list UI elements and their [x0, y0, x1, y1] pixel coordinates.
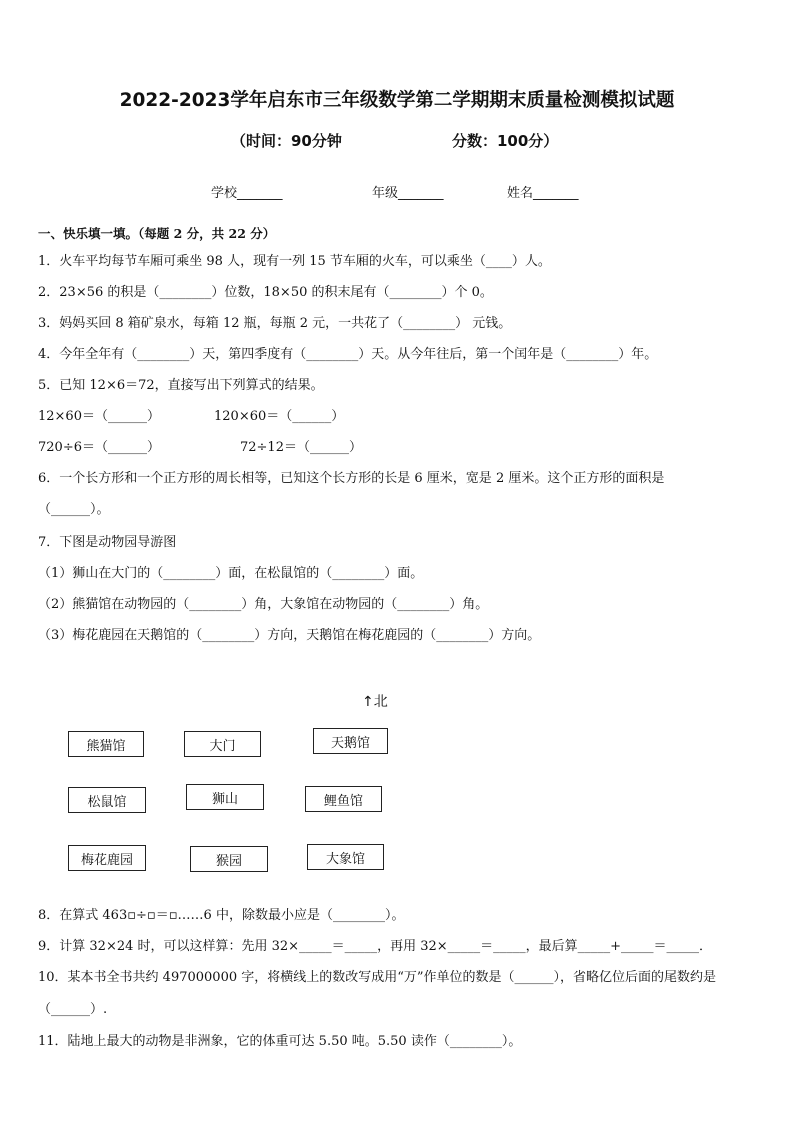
map-label: 熊猫馆: [86, 738, 126, 754]
map-label: 猴园: [215, 853, 242, 869]
question-5d: 72÷12＝（______）: [240, 440, 362, 455]
map-box-elephant: [307, 844, 384, 870]
page-title: 2022-2023学年启东市三年级数学第二学期期末质量检测模拟试题: [119, 90, 675, 111]
map-label: 大象馆: [325, 851, 365, 867]
question-1: 1．火车平均每节车厢可乘坐 98 人，现有一列 15 节车厢的火车，可以乘坐（____）人。: [38, 254, 551, 269]
map-box-panda: [68, 731, 144, 757]
question-9: 9．计算 32×24 时，可以这样算：先用 32×_____＝_____，再用 32×_____＝_____，最后算_____+_____＝_____．: [38, 939, 713, 954]
map-label: 梅花鹿园: [80, 852, 133, 868]
grade-field: 年级_______: [372, 186, 444, 201]
question-7-1: （1）狮山在大门的（________）面，在松鼠馆的（________）面。: [38, 566, 424, 581]
name-field: 姓名_______: [507, 186, 579, 201]
section-heading: 一、快乐填一填。（每题 2 分，共 22 分）: [38, 226, 276, 241]
map-label: 松鼠馆: [87, 794, 127, 810]
map-box-deer: [68, 845, 146, 871]
question-5b: 120×60＝（______）: [214, 409, 345, 424]
exam-time: （时间：90分钟: [231, 132, 342, 150]
question-5c: 720÷6＝（______）: [38, 440, 160, 455]
question-6-answer: （______）。: [38, 502, 110, 517]
question-8: 8．在算式 463▫÷▫＝▫……6 中，除数最小应是（________）。: [38, 908, 405, 923]
map-label: 天鹅馆: [330, 735, 370, 751]
question-10-answer: （______）.: [38, 1002, 108, 1017]
map-box-swan: [313, 728, 388, 754]
question-7-2: （2）熊猫馆在动物园的（________）角，大象馆在动物园的（________）角。: [38, 597, 489, 612]
map-label: 狮山: [211, 791, 238, 807]
map-box-squirrel: [68, 787, 146, 813]
map-label: 大门: [209, 738, 236, 754]
school-field: 学校_______: [211, 186, 283, 201]
map-label: 鲤鱼馆: [323, 793, 363, 809]
question-7: 7．下图是动物园导游图: [38, 535, 177, 550]
map-box-lion: [186, 784, 264, 810]
question-4: 4．今年全年有（________）天，第四季度有（________）天。从今年往后，第一个闰年是（________）年。: [38, 347, 658, 362]
exam-score: 分数：100分）: [452, 132, 559, 150]
north-arrow: ↑北: [362, 694, 388, 710]
map-box-gate: [184, 731, 261, 757]
map-box-monkey: [190, 846, 268, 872]
map-box-carp: [305, 786, 382, 812]
question-2: 2．23×56 的积是（________）位数，18×50 的积末尾有（________）个 0。: [38, 285, 493, 300]
question-5a: 12×60＝（______）: [38, 409, 160, 424]
question-10: 10．某本书全书共约 497000000 字，将横线上的数改写成用“万”作单位的数是（______），省略亿位后面的尾数约是: [38, 970, 717, 985]
question-11: 11．陆地上最大的动物是非洲象，它的体重可达 5.50 吨。5.50 读作（________）。: [38, 1034, 522, 1049]
question-7-3: （3）梅花鹿园在天鹅馆的（________）方向，天鹅馆在梅花鹿园的（________）方向。: [38, 628, 541, 643]
question-6: 6．一个长方形和一个正方形的周长相等，已知这个长方形的长是 6 厘米，宽是 2 厘米。这个正方形的面积是: [38, 471, 665, 486]
question-3: 3．妈妈买回 8 箱矿泉水，每箱 12 瓶，每瓶 2 元，一共花了（________） 元钱。: [38, 316, 512, 331]
question-5: 5．已知 12×6＝72，直接写出下列算式的结果。: [38, 378, 324, 393]
